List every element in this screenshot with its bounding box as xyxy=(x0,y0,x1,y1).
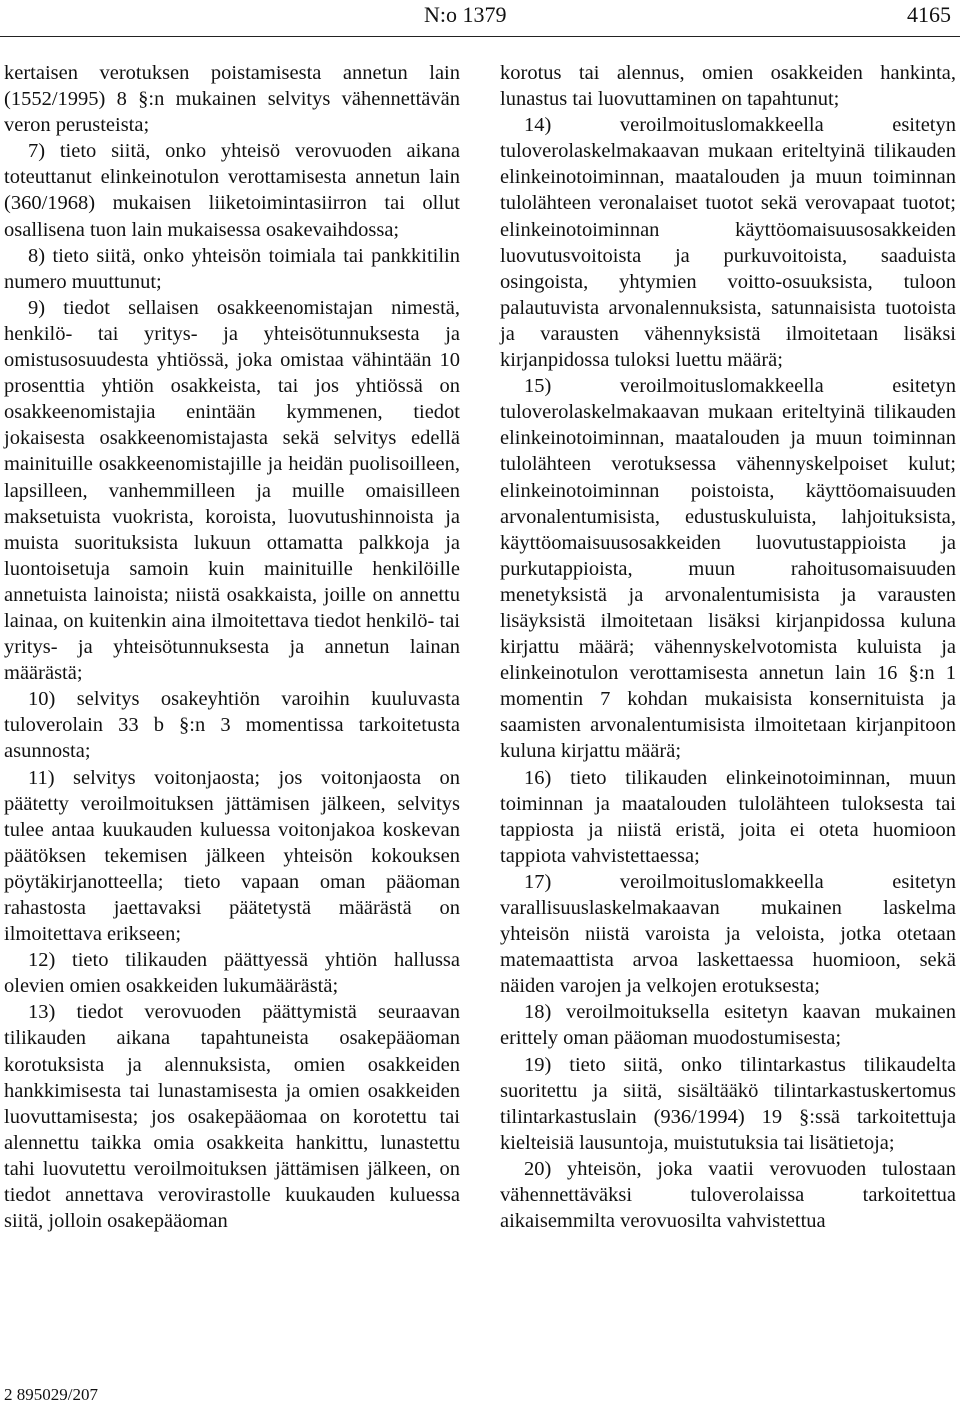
paragraph: 15) veroilmoituslomakkeella esitetyn tuloverolaskelmakaavan mukaan eriteltyinä tilikauden elinkeinotoiminnan, maatalouden ja muun toiminnan tulolähteen verotuksessa vähennyskelpoiset kulut; elinkeinotoiminnan poistoista, käyttöomaisuuden arvonalentumisista, edustuskuluista, lahjoituksista, käyttöomaisuusosakkeiden luovutustappioista ja purkutappioista, muun rahoitusomaisuuden menetyksistä ja arvonalentumisista ja varausten lisäyksistä ilmoitetaan lisäksi kirjanpidossa kuluna kirjattu määrä; vähennyskelvotomista kuluista ja elinkeinotulon verottamisesta annetun lain 16 §:n 1 momentin 7 kohdan mukaisista konsernituista ja saamisten arvonalentumisista ilmoitetaan kirjanpitoon kuluna kirjattu määrä; xyxy=(500,375,956,763)
paragraph: kertaisen verotuksen poistamisesta annetun lain (1552/1995) 8 §:n mukainen selvitys vähennettävän veron perusteista; xyxy=(4,62,460,137)
header-divider xyxy=(0,36,960,37)
paragraph: 11) selvitys voitonjaosta; jos voitonjaosta on päätetty veroilmoituksen jättämisen jälkeen, selvitys tulee antaa kuukauden kuluessa voitonjakoa koskevan päätöksen tekemisen jälkeen yhteisön kokouksen pöytäkirjanotteella; tieto vapaan oman pääoman rahastosta jaettavaksi päätetystä määrästä on ilmoitettava erikseen; xyxy=(4,766,460,946)
paragraph: 17) veroilmoituslomakkeella esitetyn varallisuuslaskelmakaavan mukainen laskelma yhteisön niistä varoista ja veloista, jotka otetaan matemaattista arvoa laskettaessa huomioon, sekä näiden varojen ja velkojen erotuksesta; xyxy=(500,870,956,998)
paragraph: 12) tieto tilikauden päättyessä yhtiön hallussa olevien omien osakkeiden lukumäärästä; xyxy=(4,949,460,998)
paragraph: 9) tiedot sellaisen osakkeenomistajan nimestä, henkilö- tai yritys- ja yhteisötunnuksesta ja omistusosuudesta yhtiössä, joka omistaa vähintään 10 prosenttia yhtiön osakkeista, tai jos yhtiössä on osakkeenomistajia enintään kymmenen, tiedot jokaisesta osakkeenomistajasta sekä selvitys edellä mainituille osakkeenomistajille ja heidän puolisoilleen, lapsilleen, vanhemmilleen ja muille omaisilleen maksetuista vuokrista, koroista, luovutushinnoista ja muista suorituksista lukuun ottamatta palkkoja ja luontoisetuja samoin kuin mainituille henkilöille annetuista lainoista; niistä osakkaista, joille on annettu lainaa, on kuitenkin aina ilmoitettava tiedot henkilö- tai yritys- ja yhteisötunnuksesta ja annetun lainan määrästä; xyxy=(4,296,460,685)
paragraph: 18) veroilmoituksella esitetyn kaavan mukainen erittely oman pääoman muodostumisesta; xyxy=(500,1001,956,1050)
paragraph: 13) tiedot verovuoden päättymistä seuraavan tilikauden aikana tapahtuneista osakepääoman korotuksista ja alennuksista, omien osakkeiden hankkimisesta tai lunastamisesta ja omien osakkeiden luovuttamisesta; jos osakepääomaa on korotettu tai alennettu taikka omia osakkeita hankittu, lunastettu tahi luovutettu veroilmoituksen jättämisen jälkeen, on tiedot annettava verovirastolle kuukauden kuluessa siitä, jolloin osakepääoman xyxy=(4,1001,460,1233)
paragraph: 8) tieto siitä, onko yhteisön toimiala tai pankkitilin numero muuttunut; xyxy=(4,244,460,293)
paragraph: 7) tieto siitä, onko yhteisö verovuoden aikana toteuttanut elinkeinotulon verottamisesta annetun lain (360/1968) mukaisen liiketoimintasiirron tai ollut osallisena tuon lain mukaisessa osakevaihdossa; xyxy=(4,140,460,241)
paragraph: 14) veroilmoituslomakkeella esitetyn tuloverolaskelmakaavan mukaan eriteltyinä tilikauden elinkeinotoiminnan, maatalouden ja muun toiminnan tulolähteen veronalaiset tuotot sekä verovapaat tuotot; elinkeinotoiminnan käyttöomaisuusosakkeiden luovutusvoitoista ja purkuvoitoista, saaduista osingoista, yhtymien voitto-osuuksista, tuloon palautuvista arvonalennuksista, satunnaisista tuotoista ja varausten vähennyksistä ilmoitetaan lisäksi kirjanpidossa tuloksi luettu määrä; xyxy=(500,114,956,372)
issue-number: N:o 1379 xyxy=(424,2,507,27)
paragraph: 16) tieto tilikauden elinkeinotoiminnan, muun toiminnan ja maatalouden tulolähteen tuloksesta tai tappiosta ja niistä eristä, joita ei oteta huomioon tappiota vahvistettaessa; xyxy=(500,766,956,867)
right-column xyxy=(500,60,956,1234)
print-code: 2 895029/207 xyxy=(4,1385,98,1404)
page-number: 4165 xyxy=(907,2,951,27)
left-column xyxy=(4,60,460,1234)
paragraph: korotus tai alennus, omien osakkeiden hankinta, lunastus tai luovuttaminen on tapahtunut; xyxy=(500,62,956,111)
paragraph: 20) yhteisön, joka vaatii verovuoden tulostaan vähennettäväksi tuloverolaissa tarkoitettua aikaisemmilta verovuosilta vahvistettua xyxy=(500,1157,956,1233)
paragraph: 19) tieto siitä, onko tilintarkastus tilikaudelta suoritettu ja siitä, sisältääkö tilintarkastuskertomus tilintarkastuslain (936/1994) 19 §:ssä tarkoitettuja kielteisiä lausuntoja, muistutuksia tai lisätietoja; xyxy=(500,1053,956,1154)
paragraph: 10) selvitys osakeyhtiön varoihin kuuluvasta tuloverolain 33 b §:n 3 momentissa tarkoitetusta asunnosta; xyxy=(4,688,460,763)
